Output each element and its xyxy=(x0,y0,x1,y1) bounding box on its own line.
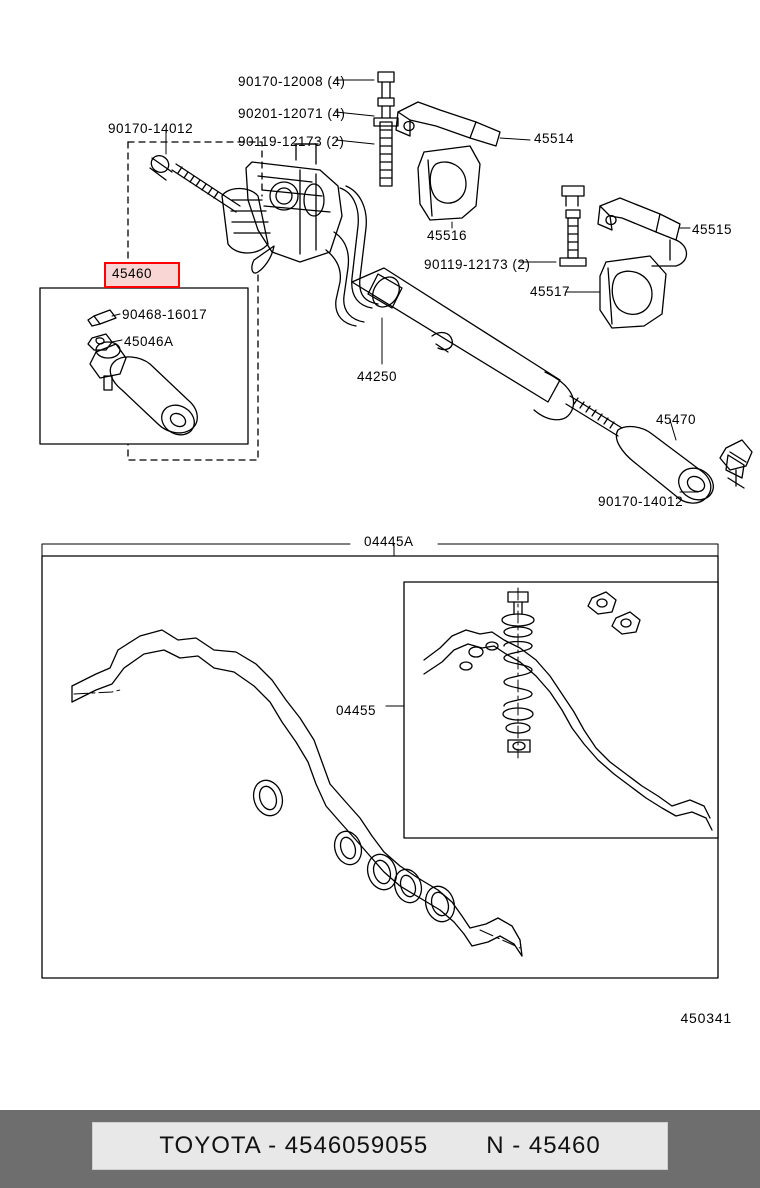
footer-part-plate xyxy=(92,1122,668,1170)
label-45516: 45516 xyxy=(427,228,468,243)
label-90201-12071: 90201-12071 (4) xyxy=(238,106,346,121)
label-90119-12173-top: 90119-12173 (2) xyxy=(238,134,345,149)
highlight-part-number-text: 45460 xyxy=(112,266,153,281)
label-45517: 45517 xyxy=(530,284,571,299)
footer-reference-number: N - 45460 xyxy=(486,1132,601,1159)
label-90119-12173-right: 90119-12173 (2) xyxy=(424,257,531,272)
footer-brand-and-part: TOYOTA - 4546059055 xyxy=(159,1132,429,1159)
label-44250: 44250 xyxy=(357,369,398,384)
label-04455: 04455 xyxy=(336,703,377,718)
label-90170-12008: 90170-12008 (4) xyxy=(238,74,346,89)
diagram-code: 450341 xyxy=(680,1010,732,1026)
label-04445A: 04445A xyxy=(364,534,414,549)
label-45515: 45515 xyxy=(692,222,733,237)
label-90468-16017: 90468-16017 xyxy=(122,307,208,322)
label-45514: 45514 xyxy=(534,131,575,146)
highlighted-part-number-45460[interactable] xyxy=(104,262,180,288)
label-90170-14012-left: 90170-14012 xyxy=(108,121,194,136)
label-90170-14012-right: 90170-14012 xyxy=(598,494,684,509)
label-45470: 45470 xyxy=(656,412,697,427)
label-45046A: 45046A xyxy=(124,334,174,349)
